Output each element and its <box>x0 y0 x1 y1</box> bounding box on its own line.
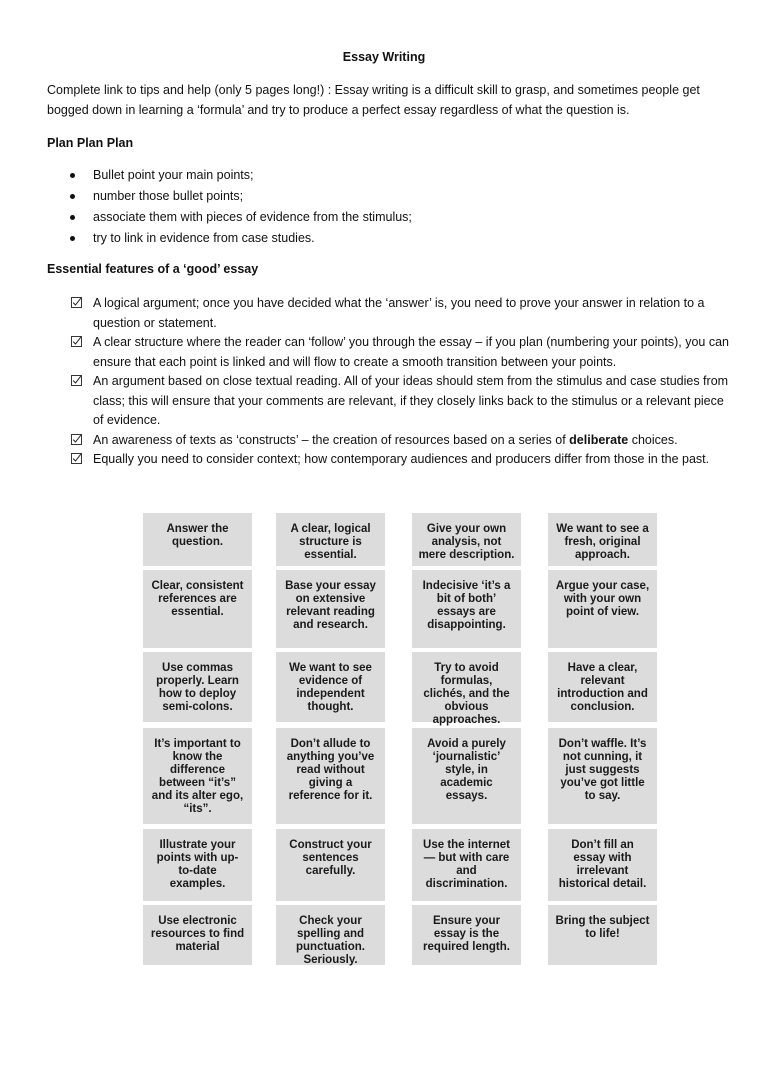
tip-tile-text: It’s important to know the difference between “it’s” and its alter ego, “its”. <box>151 738 244 815</box>
tip-tile <box>143 652 252 722</box>
tip-tile <box>143 513 252 566</box>
bullet-dot-icon <box>70 236 75 241</box>
checkbox-icon <box>71 453 82 464</box>
tip-tile-text: Use the internet — but with care and discrimination. <box>423 839 510 890</box>
list-item: Bullet point your main points; <box>66 165 412 186</box>
tip-tile-text: Avoid a purely ‘journalistic’ style, in academic essays. <box>427 738 506 802</box>
tip-tile-text: Bring the subject to life! <box>555 915 650 940</box>
tip-tile <box>143 570 252 648</box>
checklist-item: A logical argument; once you have decided what the ‘answer’ is, you need to prove your answer in relation to a question or statement. <box>71 294 731 333</box>
list-item: number those bullet points; <box>66 186 412 207</box>
bullet-dot-icon <box>70 194 75 199</box>
list-item: associate them with pieces of evidence from the stimulus; <box>66 207 412 228</box>
tip-tile <box>412 829 521 901</box>
tip-tile-text: Base your essay on extensive relevant reading and research. <box>285 580 376 631</box>
tip-tile <box>548 829 657 901</box>
tip-tile <box>412 570 521 648</box>
tip-tile-text: Construct your sentences carefully. <box>289 839 372 877</box>
tip-tile <box>276 652 385 722</box>
page-title: Essay Writing <box>342 50 426 64</box>
tip-tile <box>276 513 385 566</box>
tip-tile-text: Don’t waffle. It’s not cunning, it just suggests you’ve got little to say. <box>558 738 647 802</box>
tip-tile <box>276 829 385 901</box>
tip-tile <box>548 513 657 566</box>
tip-tile-text: Have a clear, relevant introduction and conclusion. <box>557 662 648 713</box>
tip-tile-text: We want to see a fresh, original approach. <box>556 523 649 561</box>
checkbox-icon <box>71 434 82 445</box>
list-item: try to link in evidence from case studies. <box>66 228 412 249</box>
tip-tile-text: Illustrate your points with up-to-date examples. <box>156 839 239 890</box>
checklist-item: An awareness of texts as ‘constructs’ – the creation of resources based on a series of deliberate choices. <box>71 431 731 451</box>
checkbox-icon <box>71 297 82 308</box>
tip-tile-text: Check your spelling and punctuation. Seriously. <box>296 915 365 966</box>
tip-tile <box>548 905 657 965</box>
plan-heading: Plan Plan Plan <box>47 136 134 150</box>
tip-tile <box>276 905 385 965</box>
features-checklist <box>71 294 731 470</box>
tip-tile <box>412 513 521 566</box>
features-heading: Essential features of a ‘good’ essay <box>47 262 259 276</box>
tip-tile <box>548 728 657 824</box>
checkbox-icon <box>71 375 82 386</box>
tip-tile <box>412 905 521 965</box>
tip-tile <box>548 570 657 648</box>
tip-tile <box>412 652 521 726</box>
tip-tile-text: Use commas properly. Learn how to deploy semi-colons. <box>156 662 239 713</box>
tip-tile <box>412 728 521 824</box>
bullet-dot-icon <box>70 215 75 220</box>
tip-tile <box>548 652 657 722</box>
tip-tile <box>276 728 385 824</box>
tip-tile-text: Give your own analysis, not mere description. <box>418 523 515 561</box>
checkbox-icon <box>71 336 82 347</box>
tip-tile <box>143 829 252 901</box>
tip-tile-text: A clear, logical structure is essential. <box>290 523 371 561</box>
tip-tile-text: We want to see evidence of independent thought. <box>289 662 372 713</box>
tip-tile <box>276 570 385 648</box>
checklist-item: A clear structure where the reader can ‘follow’ you through the essay – if you plan (numbering your points), you can ensure that each point is linked and will flow to create a smooth transition between your points. <box>71 333 731 372</box>
tip-tile-text: Don’t fill an essay with irrelevant historical detail. <box>558 839 647 890</box>
tip-tile-text: Ensure your essay is the required length. <box>423 915 510 953</box>
checklist-item: Equally you need to consider context; how contemporary audiences and producers differ from those in the past. <box>71 450 731 470</box>
bullet-dot-icon <box>70 173 75 178</box>
tip-tile-text: Try to avoid formulas, clichés, and the obvious approaches. <box>423 662 510 726</box>
plan-bullet-list <box>66 165 412 249</box>
tip-tile <box>143 728 252 824</box>
checklist-item: An argument based on close textual reading. All of your ideas should stem from the stimulus and case studies from class; this will ensure that your comments are relevant, if they closely links back to the stimulus or a relevant piece of evidence. <box>71 372 731 431</box>
tip-tile-text: Indecisive ‘it’s a bit of both’ essays are disappointing. <box>422 580 511 631</box>
intro-paragraph: Complete link to tips and help (only 5 pages long!) : Essay writing is a difficult skill to grasp, and sometimes people get bogged down in learning a ‘formula’ and try to produce a perfect essay regardless of what the question is. <box>47 83 700 117</box>
tip-tile-text: Clear, consistent references are essential. <box>151 580 244 618</box>
tip-tile-text: Don’t allude to anything you’ve read without giving a reference for it. <box>286 738 375 802</box>
tips-tile-grid <box>143 513 650 966</box>
tip-tile-text: Answer the question. <box>166 523 229 548</box>
tip-tile <box>143 905 252 965</box>
tip-tile-text: Use electronic resources to find material <box>150 915 245 953</box>
tip-tile-text: Argue your case, with your own point of view. <box>555 580 650 618</box>
